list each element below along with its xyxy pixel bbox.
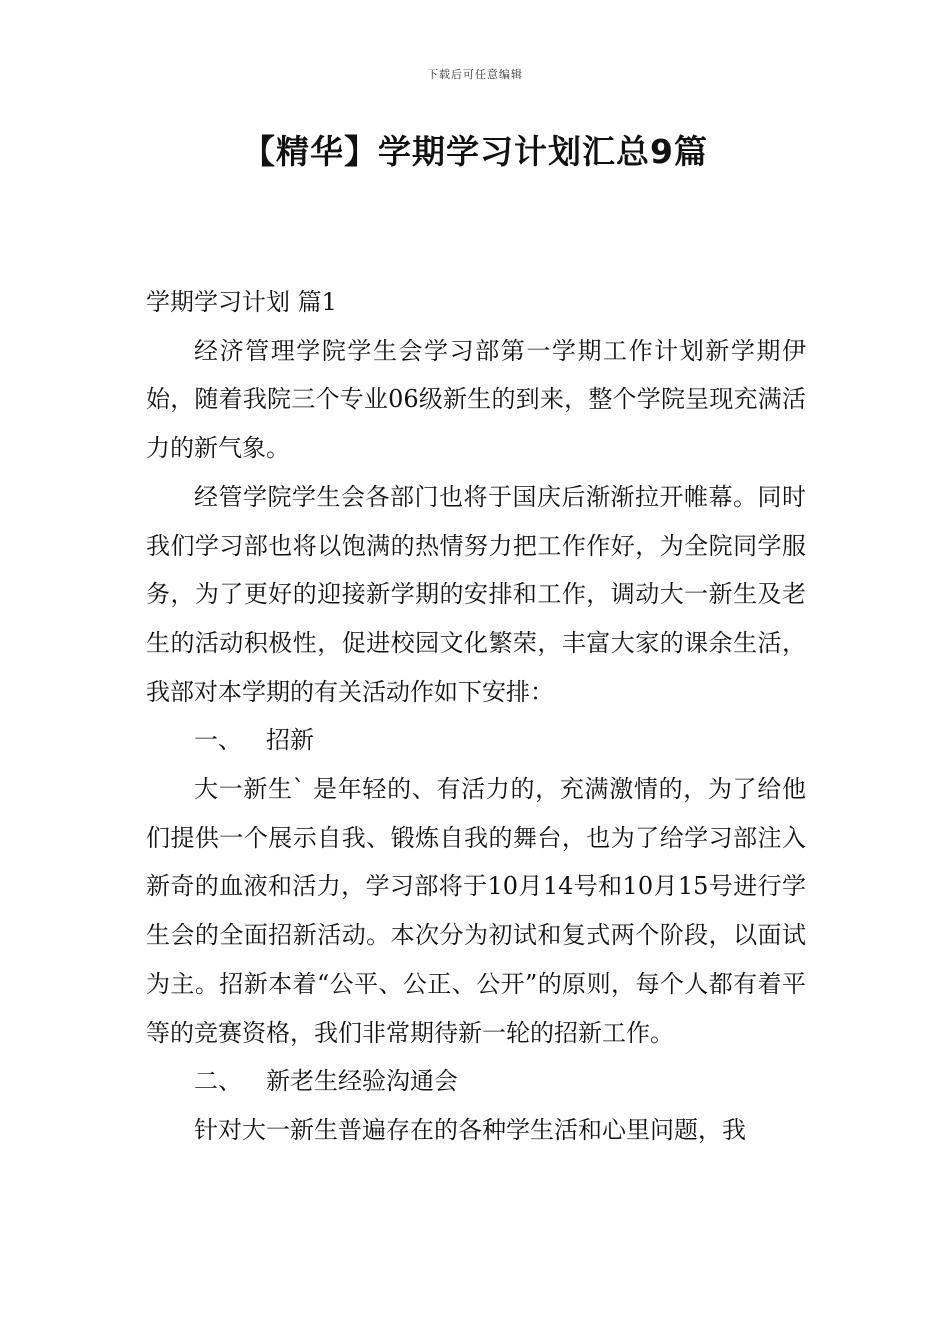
list-item-2-label: 新老生经验沟通会	[266, 1067, 458, 1096]
paragraph-4: 针对大一新生普遍存在的各种学生活和心里问题，我	[194, 1115, 746, 1144]
paragraph-3: 大一新生` 是年轻的、有活力的，充满激情的，为了给他们提供一个展示自我、锻炼自我的舞台，也为了给学习部注入新奇的血液和活力，学习部将于10月14号和10月15号进行学生会的全面招新活动。本次分为初试和复式两个阶段，以面试为主。招新本着“公平、公正、公开”的原则，每个人都有着平等的竞赛资格，我们非常期待新一轮的招新工作。	[146, 775, 806, 1047]
section-heading: 学期学习计划 篇1	[146, 288, 337, 316]
list-item-2-number: 二、	[194, 1067, 242, 1096]
paragraph-1: 经济管理学院学生会学习部第一学期工作计划新学期伊始，随着我院三个专业06级新生的到来，整个学院呈现充满活力的新气象。	[146, 336, 806, 463]
paragraph-2: 经管学院学生会各部门也将于国庆后渐渐拉开帷幕。同时我们学习部也将以饱满的热情努力把工作作好，为全院同学服务，为了更好的迎接新学期的安排和工作，调动大一新生及老生的活动积极性，促进校园文化繁荣，丰富大家的课余生活，我部对本学期的有关活动作如下安排：	[146, 482, 806, 706]
list-item-2	[146, 1057, 806, 1106]
list-item-1	[146, 716, 806, 765]
list-item-1-number: 一、	[194, 726, 242, 755]
document-title: 【精华】学期学习计划汇总9篇	[242, 132, 708, 171]
list-item-1-label: 招新	[266, 726, 314, 755]
header-note: 下载后可任意编辑	[427, 68, 523, 81]
document-body	[146, 278, 806, 1155]
